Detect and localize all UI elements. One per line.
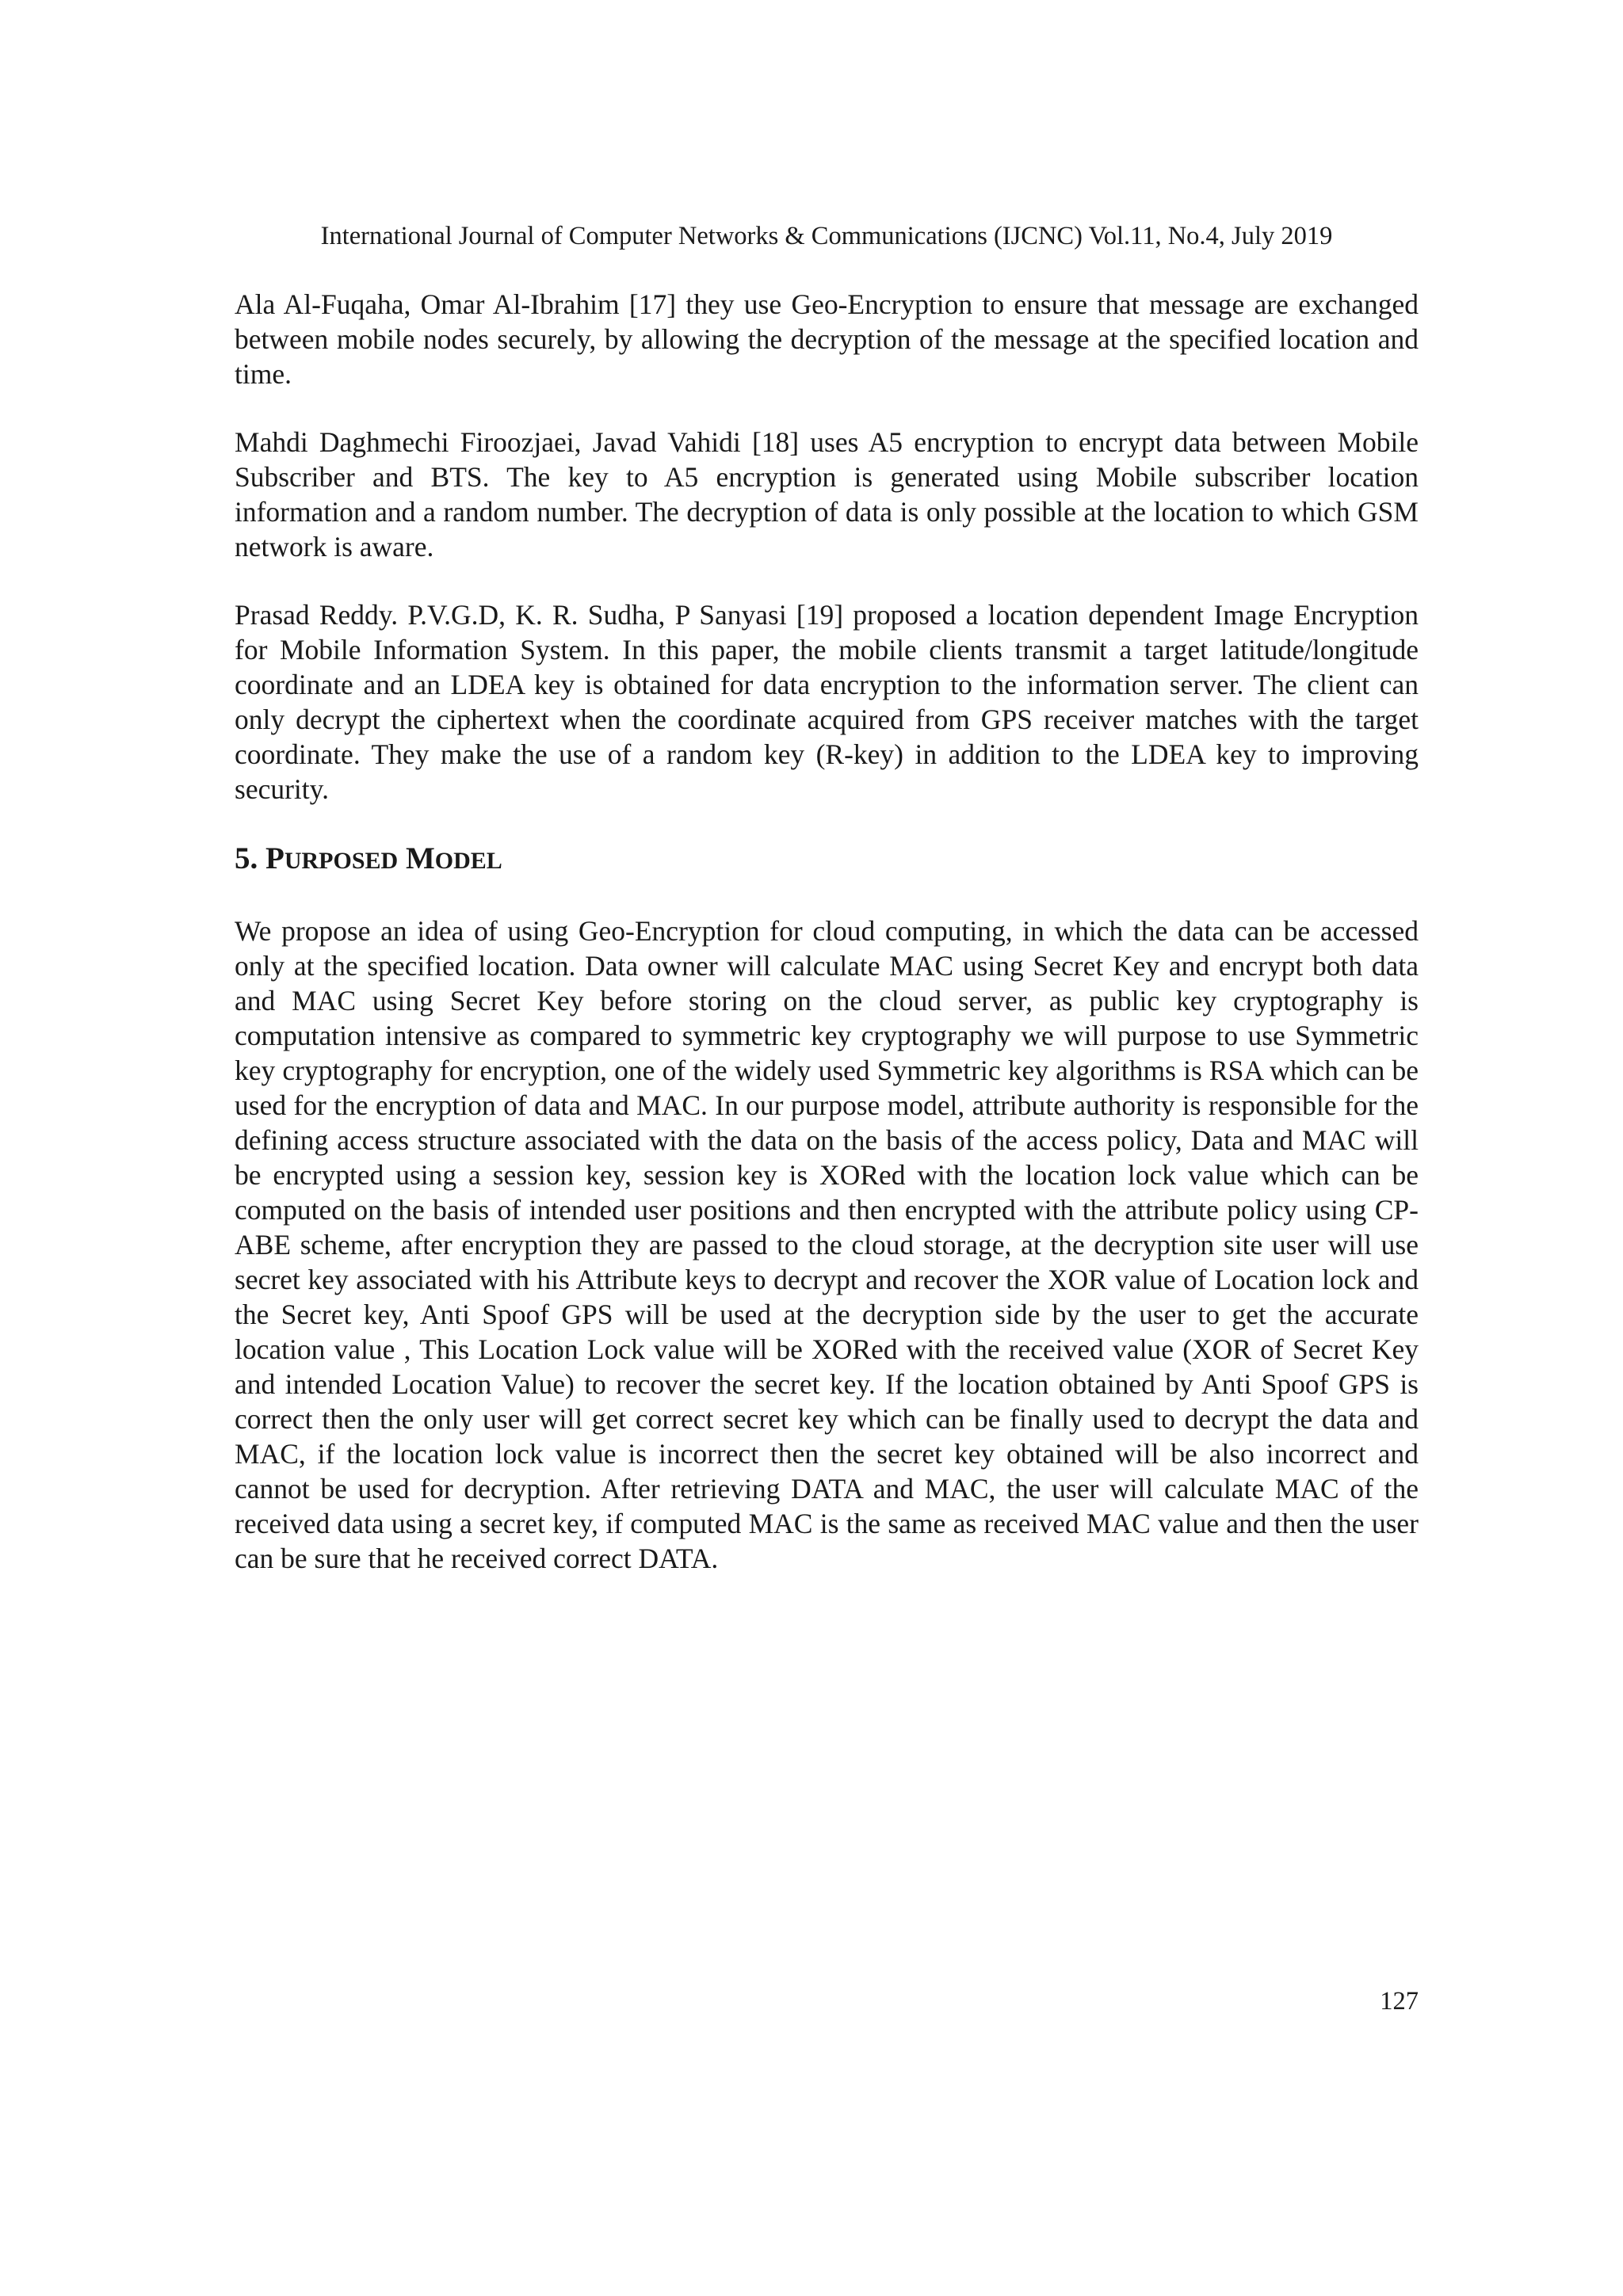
section-title-cap-2: M: [405, 841, 435, 875]
page-number: 127: [1380, 1987, 1419, 2016]
section-title-cap-1: P: [265, 841, 285, 875]
section-heading-purposed-model: [235, 840, 1419, 880]
paragraph-firoozjaei: Mahdi Daghmechi Firoozjaei, Javad Vahidi [18] uses A5 encryption to encrypt data between Mobile Subscriber and BTS. The key to A5 encryption is generated using Mobile subscriber location information and a random number. The decryption of data is only possible at the location to which GSM network is aware.: [235, 426, 1419, 563]
paragraph-prasad-reddy: Prasad Reddy. P.V.G.D, K. R. Sudha, P Sanyasi [19] proposed a location dependent Image Encryption for Mobile Information System. In this paper, the mobile clients transmit a target latitude/longitude coordinate and an LDEA key is obtained for data encryption to the information server. The client can only decrypt the ciphertext when the coordinate acquired from GPS receiver matches with the target coordinate. They make the use of a random key (R-key) in addition to the LDEA key to improving security.: [235, 599, 1419, 805]
paragraph-purposed-model: We propose an idea of using Geo-Encryption for cloud computing, in which the data can be accessed only at the specified location. Data owner will calculate MAC using Secret Key and encrypt both data and MAC using Secret Key before storing on the cloud server, as public key cryptography is computation intensive as compared to symmetric key cryptography we will purpose to use Symmetric key cryptography for encryption, one of the widely used Symmetric key algorithms is RSA which can be used for the encryption of data and MAC. In our purpose model, attribute authority is responsible for the defining access structure associated with the data on the basis of the access policy, Data and MAC will be encrypted using a session key, session key is XORed with the location lock value which can be computed on the basis of intended user positions and then encrypted with the attribute policy using CP-ABE scheme, after encryption they are passed to the cloud storage, at the decryption site user will use secret key associated with his Attribute keys to decrypt and recover the XOR value of Location lock and the Secret key, Anti Spoof GPS will be used at the decryption side by the user to get the accurate location value , This Location Lock value will be XORed with the received value (XOR of Secret Key and intended Location Value) to recover the secret key. If the location obtained by Anti Spoof GPS is correct then the only user will get correct secret key which can be finally used to decrypt the data and MAC, if the location lock value is incorrect then the secret key obtained will be also incorrect and cannot be used for decryption. After retrieving DATA and MAC, the user will calculate MAC of the received data using a secret key, if computed MAC is the same as received MAC value and then the user can be sure that he received correct DATA.: [235, 915, 1419, 1574]
section-title-rest-1: URPOSED: [284, 848, 399, 874]
paragraph-al-fuqaha: Ala Al-Fuqaha, Omar Al-Ibrahim [17] they use Geo-Encryption to ensure that message are exchanged between mobile nodes securely, by allowing the decryption of the message at the specified location and time.: [235, 288, 1419, 390]
section-title-rest-2: ODEL: [434, 848, 502, 874]
journal-running-header: International Journal of Computer Networks & Communications (IJCNC) Vol.11, No.4, July 2019: [320, 222, 1333, 250]
section-number: 5.: [235, 841, 265, 875]
page-body: [235, 287, 1419, 1609]
